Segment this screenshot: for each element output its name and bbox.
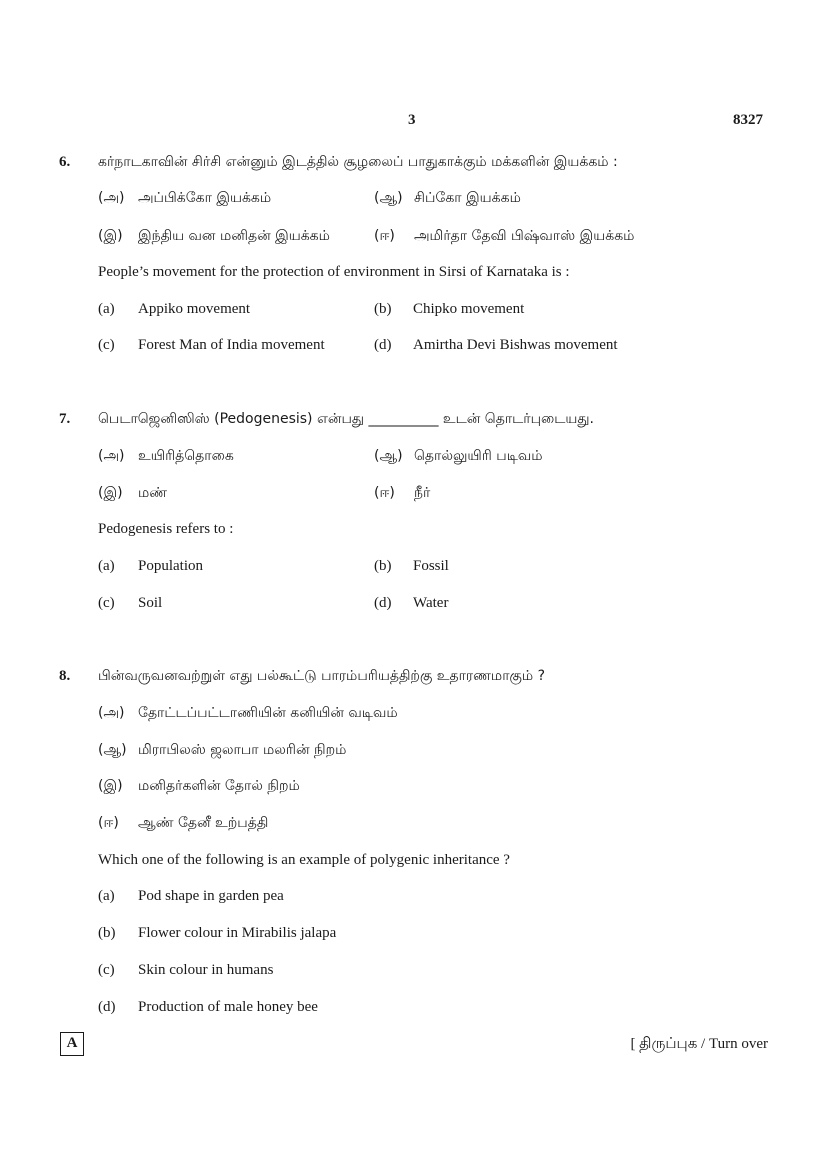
english-option-text: Soil: [138, 595, 163, 611]
english-question-text: Pedogenesis refers to :: [98, 521, 234, 537]
paper-code: 8327: [733, 112, 763, 128]
tamil-option-text: அப்பிக்கோ இயக்கம்: [138, 190, 272, 206]
english-option-label: (c): [98, 337, 115, 353]
english-option-text: Water: [413, 595, 449, 611]
tamil-option-label: (அ): [98, 705, 125, 721]
tamil-option-text: இந்திய வன மனிதன் இயக்கம்: [138, 228, 330, 244]
english-option-label: (a): [98, 888, 115, 904]
tamil-option-label: (இ): [98, 228, 123, 244]
tamil-option-text: மண்: [138, 485, 168, 501]
tamil-option-label: (ஈ): [374, 485, 395, 501]
tamil-option-text: சிப்கோ இயக்கம்: [414, 190, 521, 206]
english-option-text: Fossil: [413, 558, 449, 574]
tamil-option-text: தோட்டப்பட்டாணியின் கனியின் வடிவம்: [138, 705, 398, 721]
tamil-option-text: மனிதர்களின் தோல் நிறம்: [138, 778, 300, 794]
question-number: 6.: [59, 154, 71, 170]
page-number: 3: [408, 112, 416, 128]
tamil-option-label: (இ): [98, 778, 123, 794]
english-option-text: Flower colour in Mirabilis jalapa: [138, 925, 337, 941]
question-number: 8.: [59, 668, 71, 684]
english-option-label: (c): [98, 962, 115, 978]
tamil-option-label: (அ): [98, 190, 125, 206]
english-option-text: Skin colour in humans: [138, 962, 274, 978]
booklet-series-box: A: [60, 1032, 84, 1056]
tamil-option-label: (இ): [98, 485, 123, 501]
tamil-question-text: பெடாஜெனிஸிஸ் (Pedogenesis) என்பது __________ உடன் தொடர்புடையது.: [98, 411, 594, 427]
tamil-option-text: ஆண் தேனீ உற்பத்தி: [138, 815, 269, 831]
english-option-label: (a): [98, 301, 115, 317]
question-number: 7.: [59, 411, 71, 427]
tamil-option-text: நீர்: [414, 485, 431, 501]
english-option-text: Chipko movement: [413, 301, 525, 317]
english-option-text: Amirtha Devi Bishwas movement: [413, 337, 618, 353]
tamil-option-label: (ஈ): [374, 228, 395, 244]
tamil-option-text: தொல்லுயிரி படிவம்: [414, 448, 543, 464]
english-option-label: (c): [98, 595, 115, 611]
english-option-text: Population: [138, 558, 204, 574]
english-question-text: Which one of the following is an example of polygenic inheritance ?: [98, 852, 510, 868]
english-option-text: Appiko movement: [138, 301, 251, 317]
tamil-option-text: உயிரித்தொகை: [138, 448, 234, 464]
tamil-option-label: (ஆ): [374, 190, 403, 206]
english-option-text: Pod shape in garden pea: [138, 888, 284, 904]
turn-over-text: [ திருப்புக / Turn over: [630, 1036, 768, 1052]
tamil-option-label: (ஆ): [98, 742, 127, 758]
english-option-label: (b): [374, 301, 392, 317]
english-option-text: Forest Man of India movement: [138, 337, 325, 353]
english-option-label: (b): [374, 558, 392, 574]
english-option-label: (d): [374, 337, 392, 353]
tamil-option-label: (ஈ): [98, 815, 119, 831]
tamil-question-text: பின்வருவனவற்றுள் எது பல்கூட்டு பாரம்பரியத்திற்கு உதாரணமாகும் ?: [98, 668, 546, 684]
tamil-option-label: (அ): [98, 448, 125, 464]
english-option-label: (d): [98, 999, 116, 1015]
tamil-option-label: (ஆ): [374, 448, 403, 464]
tamil-option-text: அமிர்தா தேவி பிஷ்வாஸ் இயக்கம்: [414, 228, 635, 244]
english-option-text: Production of male honey bee: [138, 999, 318, 1015]
english-option-label: (d): [374, 595, 392, 611]
tamil-option-text: மிராபிலஸ் ஜலாபா மலரின் நிறம்: [138, 742, 347, 758]
english-question-text: People’s movement for the protection of environment in Sirsi of Karnataka is :: [98, 264, 570, 280]
english-option-label: (a): [98, 558, 115, 574]
tamil-question-text: கர்நாடகாவின் சிர்சி என்னும் இடத்தில் சூழலைப் பாதுகாக்கும் மக்களின் இயக்கம் :: [98, 154, 618, 170]
english-option-label: (b): [98, 925, 116, 941]
